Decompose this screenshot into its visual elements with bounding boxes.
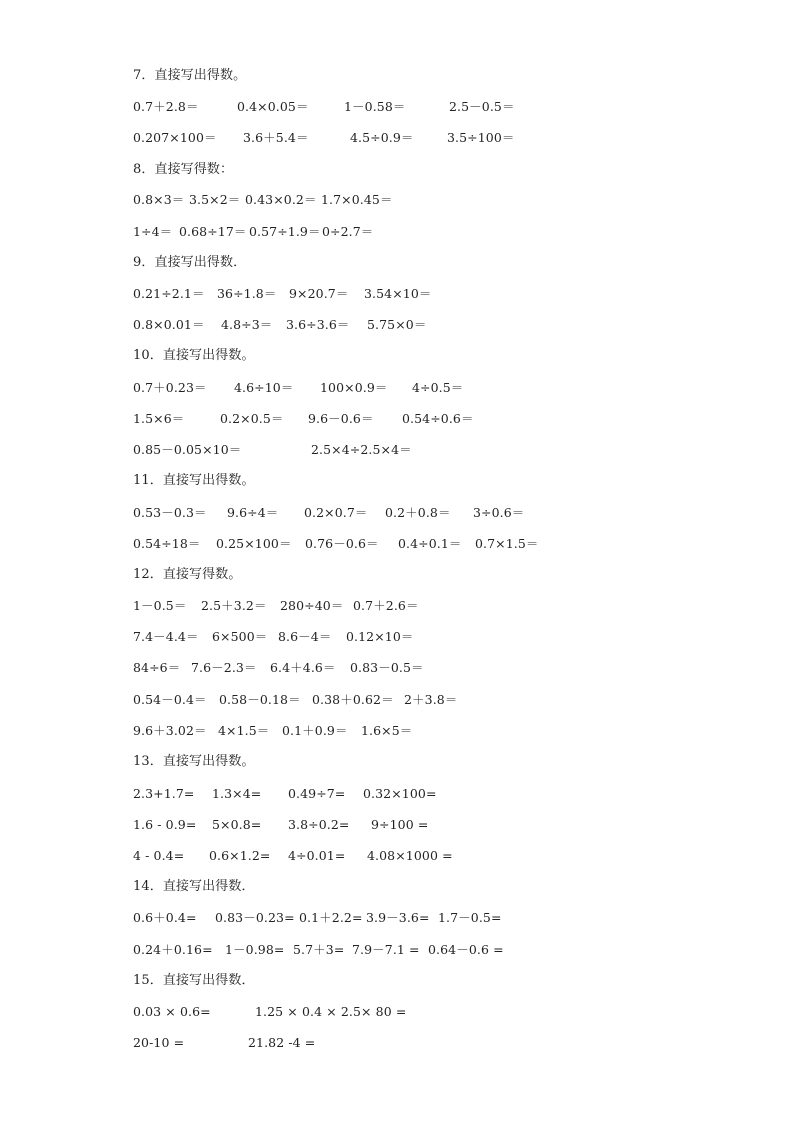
problem: 2＋3.8＝ xyxy=(404,692,458,707)
section-heading-11: 11．直接写出得数。 xyxy=(133,473,255,488)
problem: 3.9－3.6= xyxy=(366,910,430,925)
problem: 0.7＋0.23＝ xyxy=(133,380,207,395)
problem: 1.7×0.45＝ xyxy=(321,192,393,207)
problem: 5×0.8= xyxy=(212,817,262,832)
problem: 3.8÷0.2= xyxy=(288,817,350,832)
problem: 20-10 = xyxy=(133,1035,185,1050)
problem: 0.4÷0.1＝ xyxy=(398,536,462,551)
section-heading-14: 14．直接写出得数． xyxy=(133,879,255,894)
problem: 0.54÷0.6＝ xyxy=(402,411,474,426)
problem: 0.83－0.5＝ xyxy=(350,660,424,675)
section-heading-7: 7．直接写出得数。 xyxy=(133,68,247,83)
problem: 1.7－0.5= xyxy=(438,910,502,925)
problem: 100×0.9＝ xyxy=(320,380,388,395)
problem: 8.6－4＝ xyxy=(278,629,332,644)
problem: 4÷0.5＝ xyxy=(412,380,464,395)
problem: 3.5×2＝ xyxy=(189,192,241,207)
problem: 0.83－0.23= xyxy=(215,910,295,925)
problem: 7.6－2.3＝ xyxy=(191,660,257,675)
problem: 6×500＝ xyxy=(212,629,268,644)
problem: 0.7×1.5＝ xyxy=(475,536,539,551)
problem: 0.49÷7= xyxy=(288,786,346,801)
problem: 3.5÷100＝ xyxy=(447,130,515,145)
problem: 3.6÷3.6＝ xyxy=(286,317,350,332)
section-heading-15: 15．直接写出得数． xyxy=(133,973,255,988)
problem: 0.4×0.05＝ xyxy=(237,99,309,114)
problem: 1.3×4= xyxy=(212,786,262,801)
problem: 0.8×3＝ xyxy=(133,192,185,207)
problem: 21.82 -4 = xyxy=(248,1035,316,1050)
problem: 2.5×4÷2.5×4＝ xyxy=(311,442,412,457)
problem: 0.38＋0.62＝ xyxy=(312,692,394,707)
problem: 0.7＋2.8＝ xyxy=(133,99,199,114)
problem: 0.1＋2.2= xyxy=(299,910,363,925)
problem: 4.6÷10＝ xyxy=(234,380,294,395)
problem: 0.24＋0.16= xyxy=(133,942,213,957)
problem: 3.54×10＝ xyxy=(364,286,432,301)
problem: 2.5－0.5＝ xyxy=(449,99,515,114)
problem: 2.5＋3.2＝ xyxy=(201,598,267,613)
problem: 36÷1.8＝ xyxy=(217,286,277,301)
problem: 0.03 × 0.6= xyxy=(133,1004,211,1019)
problem: 0.2×0.5＝ xyxy=(220,411,284,426)
problem: 0.8×0.01＝ xyxy=(133,317,205,332)
problem: 4.8÷3＝ xyxy=(221,317,273,332)
problem: 7.9－7.1 = xyxy=(352,942,420,957)
problem: 0.12×10＝ xyxy=(346,629,414,644)
problem: 0.6＋0.4= xyxy=(133,910,197,925)
problem: 9.6－0.6＝ xyxy=(308,411,374,426)
problem: 0.7＋2.6＝ xyxy=(353,598,419,613)
problem: 4×1.5＝ xyxy=(218,723,270,738)
problem: 1－0.5＝ xyxy=(133,598,187,613)
problem: 1÷4＝ xyxy=(133,224,173,239)
problem: 7.4－4.4＝ xyxy=(133,629,199,644)
problem: 0.76－0.6＝ xyxy=(305,536,379,551)
section-heading-9: 9．直接写出得数． xyxy=(133,255,247,270)
problem: 1.6 - 0.9= xyxy=(133,817,197,832)
problem: 0.207×100＝ xyxy=(133,130,217,145)
problem: 0.53－0.3＝ xyxy=(133,505,207,520)
problem: 6.4＋4.6＝ xyxy=(270,660,336,675)
problem: 1.6×5＝ xyxy=(361,723,413,738)
problem: 0.25×100＝ xyxy=(216,536,292,551)
problem: 9÷100 = xyxy=(371,817,429,832)
problem: 0.54÷18＝ xyxy=(133,536,201,551)
problem: 2.3+1.7= xyxy=(133,786,195,801)
problem: 5.7＋3= xyxy=(293,942,345,957)
problem: 1－0.98= xyxy=(225,942,285,957)
problem: 0.2＋0.8＝ xyxy=(385,505,451,520)
problem: 1－0.58＝ xyxy=(344,99,406,114)
problem: 1.25 × 0.4 × 2.5× 80 = xyxy=(255,1004,407,1019)
problem: 0.64－0.6 = xyxy=(428,942,504,957)
problem: 1.5×6＝ xyxy=(133,411,185,426)
problem: 9.6÷4＝ xyxy=(227,505,279,520)
problem: 0.32×100= xyxy=(363,786,437,801)
section-heading-12: 12．直接写得数。 xyxy=(133,567,242,582)
problem: 0.43×0.2＝ xyxy=(245,192,317,207)
problem: 0.21÷2.1＝ xyxy=(133,286,205,301)
problem: 0.54－0.4＝ xyxy=(133,692,207,707)
section-heading-13: 13．直接写出得数。 xyxy=(133,754,255,769)
problem: 5.75×0＝ xyxy=(367,317,427,332)
problem: 0.1＋0.9＝ xyxy=(282,723,348,738)
problem: 4÷0.01= xyxy=(288,848,346,863)
problem: 0.6×1.2= xyxy=(209,848,271,863)
problem: 3÷0.6＝ xyxy=(473,505,525,520)
problem: 0.57÷1.9＝ xyxy=(249,224,321,239)
problem: 280÷40＝ xyxy=(280,598,344,613)
problem: 3.6＋5.4＝ xyxy=(243,130,309,145)
problem: 4.5÷0.9＝ xyxy=(350,130,414,145)
problem: 0.2×0.7＝ xyxy=(304,505,368,520)
problem: 9×20.7＝ xyxy=(289,286,349,301)
problem: 0.85－0.05×10＝ xyxy=(133,442,242,457)
problem: 9.6＋3.02＝ xyxy=(133,723,207,738)
problem: 0.58－0.18＝ xyxy=(219,692,301,707)
problem: 4 - 0.4= xyxy=(133,848,185,863)
problem: 4.08×1000 = xyxy=(367,848,453,863)
problem: 0÷2.7＝ xyxy=(322,224,374,239)
problem: 84÷6＝ xyxy=(133,660,181,675)
section-heading-10: 10．直接写出得数。 xyxy=(133,348,255,363)
section-heading-8: 8．直接写得数： xyxy=(133,162,234,177)
problem: 0.68÷17＝ xyxy=(179,224,247,239)
